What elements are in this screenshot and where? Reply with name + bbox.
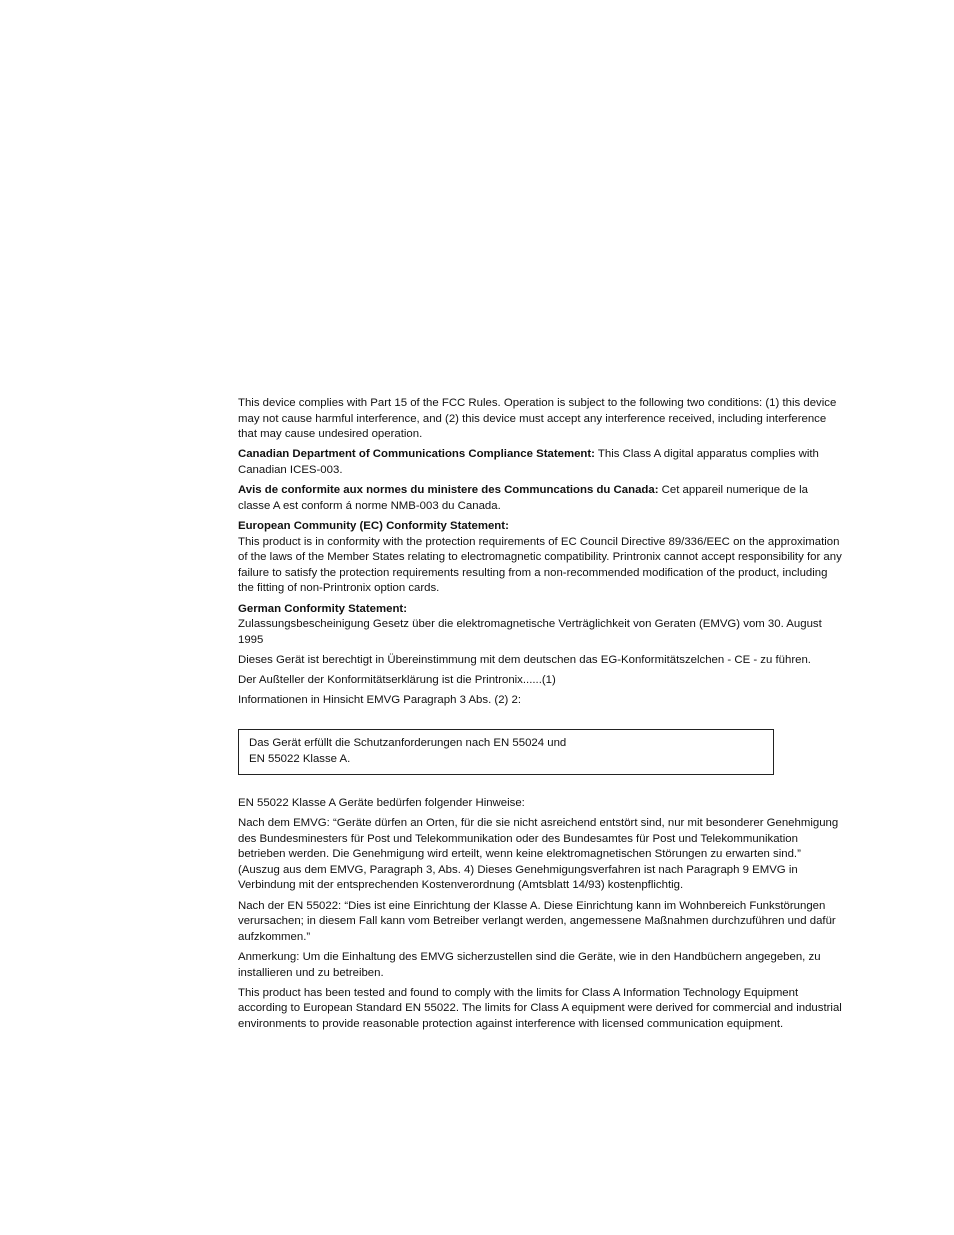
informationen-paragraph: Informationen in Hinsicht EMVG Paragraph 3 Abs. (2) 2:	[238, 694, 522, 707]
german-heading: German Conformity Statement:	[238, 602, 407, 615]
class-a-paragraph: This product has been tested and found to comply with the limits for Class A Information Technology Equipment according to European Standard EN 55022. The limits for Class A equipment were derived for commercial and industrial environments to provide reasonable protection against interference with licensed communication equipment.	[238, 986, 842, 1030]
dieses-paragraph: Dieses Gerät ist berechtigt in Übereinstimmung mit dem deutschen das EG-Konformitätszelchen - CE - zu führen.	[238, 653, 811, 666]
avis-heading: Avis de conformite aux normes du ministere des Communcations du Canada:	[238, 484, 659, 497]
boxed-notice-line-1: Das Gerät erfüllt die Schutzanforderungen nach EN 55024 und	[249, 736, 567, 749]
canadian-heading: Canadian Department of Communications Compliance Statement:	[238, 448, 595, 461]
avis-statement	[238, 483, 842, 514]
nach-en-paragraph: Nach der EN 55022: “Dies ist eine Einrichtung der Klasse A. Diese Einrichtung kann im Wohnbereich Funkstörungen verursachen; in diesem Fall kann vom Betreiber verlangt werden, angemessene Maßnahmen durchzuführen und dafür aufzkommen.”	[238, 899, 836, 943]
boxed-notice	[238, 729, 774, 775]
german-body: Zulassungsbescheinigung Gesetz über die elektromagnetische Verträglichkeit von Geraten (EMVG) vom 30. August 1995	[238, 618, 822, 646]
boxed-notice-line-2: EN 55022 Klasse A.	[249, 753, 351, 766]
en-klasse-paragraph: EN 55022 Klasse A Geräte bedürfen folgender Hinweise:	[238, 796, 525, 809]
aussteller-paragraph: Der Außteller der Konformitätserklärung ist die Printronix......(1)	[238, 674, 556, 687]
nach-emvg-paragraph: Nach dem EMVG: “Geräte dürfen an Orten, für die sie nicht asreichend entstört sind, nur mit besonderer Genehmigung des Bundesminesters für Post und Telekommunikation oder des Bundesamtes für Post und Telekommunikation betrieben werden. Die Genehmigung wird erteilt, wenn keine elektromagnetischen Störungen zu erwarten sind.” (Auszug aus dem EMVG, Paragraph 3, Abs. 4) Dieses Genehmigungsverfahren ist nach Paragraph 9 EMVG in Verbindung mit der entsprechenden Kostenverordnung (Amtsblatt 14/93) kostenpflichtig.	[238, 817, 839, 892]
compliance-statements	[238, 396, 842, 1037]
german-statement	[238, 602, 842, 649]
canadian-statement	[238, 447, 842, 478]
ec-heading: European Community (EC) Conformity Statement:	[238, 519, 509, 532]
ec-body: This product is in conformity with the protection requirements of EC Council Directive 89/336/EEC on the approximation of the laws of the Member States relating to electromagnetic compatibility. Printronix cannot accept responsibility for any failure to satisfy the protection requirements resulting from a non-recommended modification of the product, including the fitting of non-Printronix option cards.	[238, 535, 842, 595]
anmerkung-paragraph: Anmerkung: Um die Einhaltung des EMVG sicherzustellen sind die Geräte, wie in den Handbüchern angegeben, zu installieren und zu betreiben.	[238, 950, 821, 979]
canadian-body: This Class A digital apparatus complies with Canadian ICES-003.	[238, 448, 819, 476]
fcc-statement: This device complies with Part 15 of the FCC Rules. Operation is subject to the following two conditions: (1) this device may not cause harmful interference, and (2) this device must accept any interference received, including interference that may cause undesired operation.	[238, 397, 837, 441]
avis-body: Cet appareil numerique de la classe A est conform á norme NMB-003 du Canada.	[238, 484, 808, 512]
ec-statement	[238, 519, 842, 597]
